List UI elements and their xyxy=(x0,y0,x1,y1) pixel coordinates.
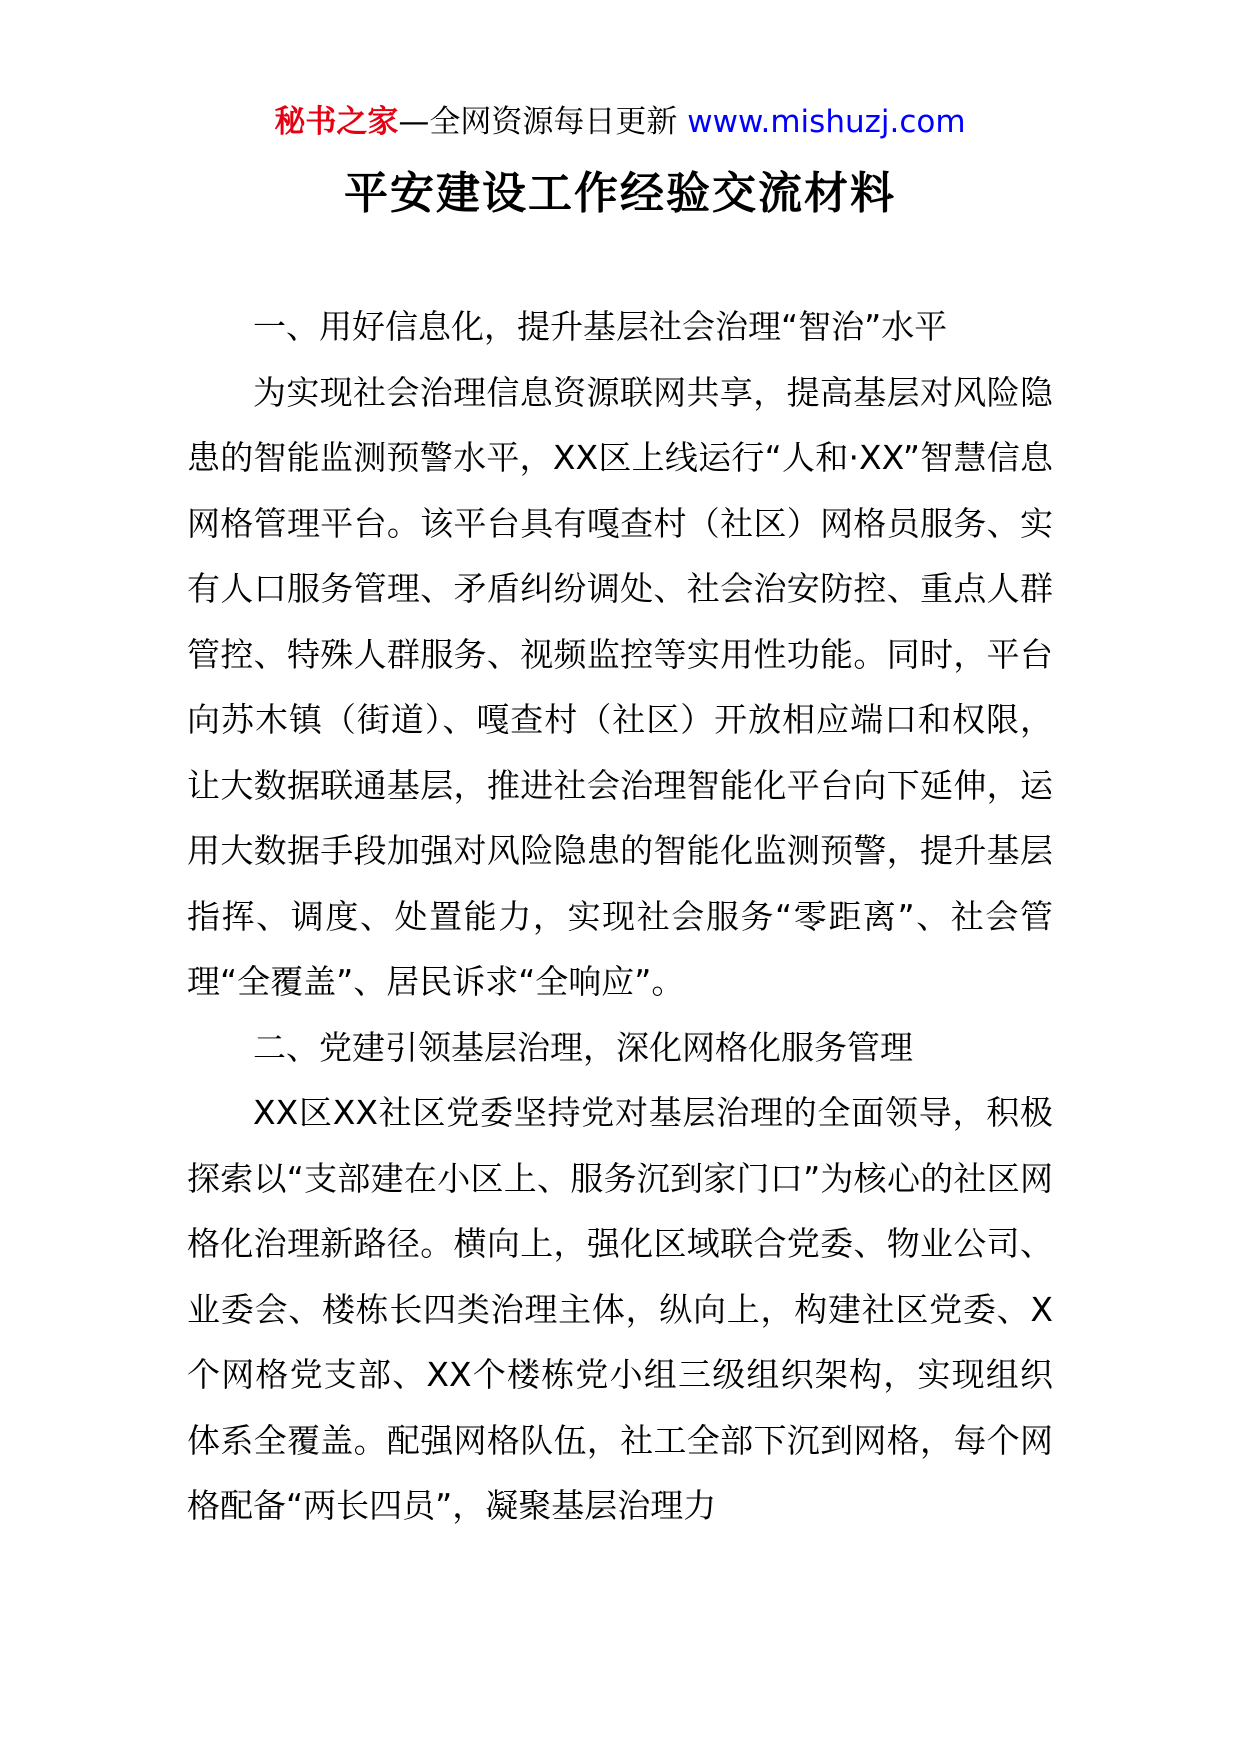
section-heading: 一、用好信息化，提升基层社会治理“智治”水平 xyxy=(253,307,948,346)
site-url-link[interactable]: www.mishuzj.com xyxy=(687,104,966,140)
site-tagline: —全网资源每日更新 xyxy=(398,104,688,140)
document-body xyxy=(187,294,1053,1539)
site-brand: 秘书之家 xyxy=(274,104,399,140)
site-header xyxy=(0,100,1240,144)
section-heading: 二、党建引领基层治理，深化网格化服务管理 xyxy=(253,1027,913,1067)
document-title: 平安建设工作经验交流材料 xyxy=(344,168,896,219)
body-paragraph: XX区XX社区党委坚持党对基层治理的全面领导，积极探索以“支部建在小区上、服务沉到家门口”为核心的社区网格化治理新路径。横向上，强化区域联合党委、物业公司、业委会、楼栋长四类治理主体，纵向上，构建社区党委、X个网格党支部、XX个楼栋党小组三级组织架构，实现组织体系全覆盖。配强网格队伍，社工全部下沉到网格，每个网格配备“两长四员”，凝聚基层治理力 xyxy=(187,1093,1053,1525)
body-paragraph: 为实现社会治理信息资源联网共享，提高基层对风险隐患的智能监测预警水平，XX区上线运行“人和·XX”智慧信息网格管理平台。该平台具有嘎查村（社区）网格员服务、实有人口服务管理、矛盾纠纷调处、社会治安防控、重点人群管控、特殊人群服务、视频监控等实用性功能。同时，平台向苏木镇（街道）、嘎查村（社区）开放相应端口和权限，让大数据联通基层，推进社会治理智能化平台向下延伸，运用大数据手段加强对风险隐患的智能化监测预警，提升基层指挥、调度、处置能力，实现社会服务“零距离”、社会管理“全覆盖”、居民诉求“全响应”。 xyxy=(187,372,1053,1001)
